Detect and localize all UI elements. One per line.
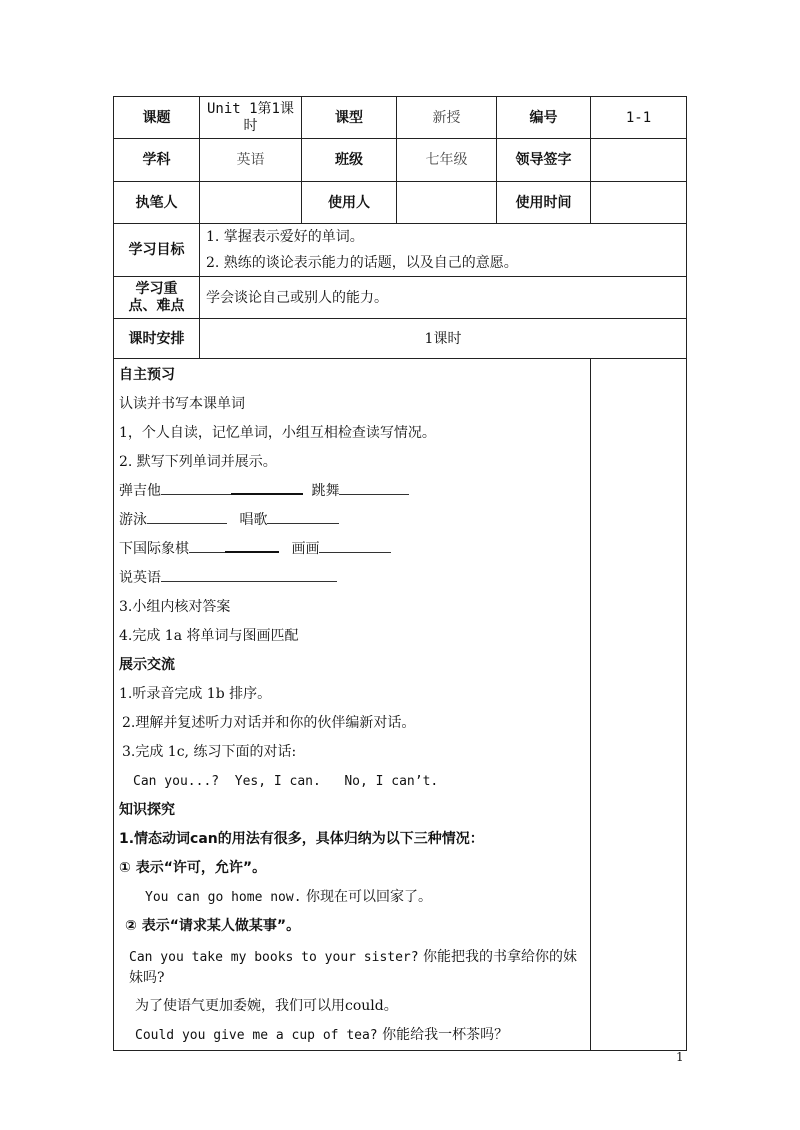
preview-line-3: 2. 默写下列单词并展示。 xyxy=(119,454,277,470)
example-2-english: Can you take my books to your sister? xyxy=(129,950,419,965)
header-row-2 xyxy=(114,139,687,182)
example-1-chinese: 你现在可以回家了。 xyxy=(306,889,432,905)
word-swim: 游泳 xyxy=(119,512,147,528)
key-points-value: 学会谈论自己或别人的能力。 xyxy=(200,277,687,319)
example-2-chinese: 你能把我的书拿给你的妹妹吗? xyxy=(129,949,578,986)
schedule-label: 课时安排 xyxy=(114,319,200,359)
english-blank xyxy=(161,569,337,582)
type-value: 新授 xyxy=(397,97,497,139)
section-exchange-title: 展示交流 xyxy=(119,657,175,673)
exchange-dialog: Can you...? Yes, I can. No, I can’t. xyxy=(133,774,439,789)
class-value: 七年级 xyxy=(397,139,497,182)
word-chess: 下国际象棋 xyxy=(119,541,189,557)
draw-blank xyxy=(319,540,391,553)
explore-line-1: 1.情态动词can的用法有很多，具体归纳为以下三种情况： xyxy=(119,831,484,847)
dictation-row-2 xyxy=(119,506,586,535)
goal-item-1: 1. 掌握表示爱好的单词。 xyxy=(206,229,364,245)
explore-point-2: ② 表示“请求某人做某事”。 xyxy=(125,918,301,934)
topic-value: Unit 1第1课时 xyxy=(200,97,302,139)
preview-line-5: 4.完成 1a 将单词与图画匹配 xyxy=(119,628,299,644)
body-row xyxy=(114,359,687,1051)
key-points-label: 学习重点、难点 xyxy=(114,277,200,319)
exchange-line-3: 3.完成 1c, 练习下面的对话: xyxy=(122,744,297,760)
guitar-blank-2 xyxy=(231,481,303,495)
explore-note: 为了使语气更加委婉，我们可以用could。 xyxy=(135,998,398,1014)
explore-example-1 xyxy=(119,883,586,912)
explore-point-1: ① 表示“许可，允许”。 xyxy=(119,860,267,876)
dance-blank xyxy=(339,482,409,495)
sing-blank xyxy=(267,511,339,524)
lesson-plan-table xyxy=(113,96,687,1051)
goals-label: 学习目标 xyxy=(114,224,200,277)
dictation-row-1 xyxy=(119,477,586,506)
dictation-row-3 xyxy=(119,535,586,564)
use-time-label: 使用时间 xyxy=(497,182,591,224)
code-value: 1-1 xyxy=(591,97,687,139)
user-value xyxy=(397,182,497,224)
header-row-3 xyxy=(114,182,687,224)
page-number: 1 xyxy=(676,1050,684,1064)
author-label: 执笔人 xyxy=(114,182,200,224)
type-label: 课型 xyxy=(302,97,397,139)
schedule-row xyxy=(114,319,687,359)
key-points-row xyxy=(114,277,687,319)
topic-label: 课题 xyxy=(114,97,200,139)
example-3-english: Could you give me a cup of tea? xyxy=(135,1028,378,1043)
word-sing: 唱歌 xyxy=(239,512,268,528)
word-draw: 画画 xyxy=(291,541,320,557)
explore-example-3 xyxy=(119,1021,586,1050)
preview-line-2: 1，个人自读，记忆单词，小组互相检查读写情况。 xyxy=(119,425,436,441)
example-1-english: You can go home now. xyxy=(145,890,302,905)
swim-blank xyxy=(147,511,227,524)
exchange-line-1: 1.听录音完成 1b 排序。 xyxy=(119,686,272,702)
example-3-chinese: 你能给我一杯茶吗？ xyxy=(382,1027,509,1043)
section-preview-title: 自主预习 xyxy=(119,367,175,383)
goals-row xyxy=(114,224,687,277)
header-row-1 xyxy=(114,97,687,139)
goal-item-2: 2. 熟练的谈论表示能力的话题，以及自己的意愿。 xyxy=(206,255,518,271)
guitar-blank xyxy=(161,482,231,495)
explore-example-2 xyxy=(119,947,586,988)
word-english: 说英语 xyxy=(119,570,161,586)
chess-blank-2 xyxy=(225,539,279,553)
chess-blank xyxy=(189,540,225,553)
word-guitar: 弹吉他 xyxy=(119,483,161,499)
exchange-line-2: 2.理解并复述听力对话并和你的伙伴编新对话。 xyxy=(122,715,416,731)
user-label: 使用人 xyxy=(302,182,397,224)
notes-column xyxy=(591,359,687,1051)
section-explore-title: 知识探究 xyxy=(119,802,175,818)
preview-line-1: 认读并书写本课单词 xyxy=(119,396,245,412)
schedule-value: 1课时 xyxy=(200,319,687,359)
dictation-row-4 xyxy=(119,564,586,593)
leader-signature-label: 领导签字 xyxy=(497,139,591,182)
author-value xyxy=(200,182,302,224)
subject-value: 英语 xyxy=(200,139,302,182)
preview-line-4: 3.小组内核对答案 xyxy=(119,599,231,615)
word-dance: 跳舞 xyxy=(311,483,340,499)
subject-label: 学科 xyxy=(114,139,200,182)
use-time-value xyxy=(591,182,687,224)
study-content-cell xyxy=(114,359,591,1051)
goals-cell xyxy=(200,224,687,277)
class-label: 班级 xyxy=(302,139,397,182)
leader-signature-value xyxy=(591,139,687,182)
code-label: 编号 xyxy=(497,97,591,139)
